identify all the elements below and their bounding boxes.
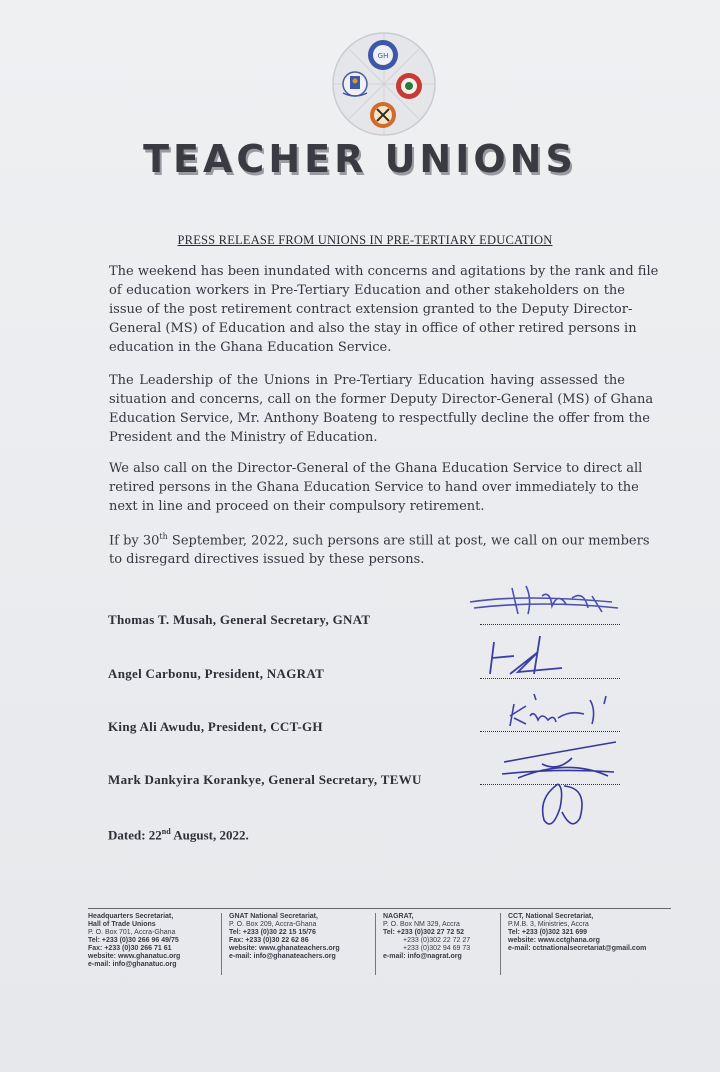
svg-text:GH: GH: [377, 52, 389, 60]
footer-line: P.M.B. 3, Ministries, Accra: [508, 921, 589, 928]
signatory-name: Mark Dankyira Korankye, General Secretary, TEWU: [108, 772, 422, 787]
footer-gnat-contact: [229, 913, 340, 961]
footer-line: e-mail: cctnationalsecretariat@gmail.com: [508, 945, 647, 952]
press-release-heading: PRESS RELEASE FROM UNIONS IN PRE-TERTIARY EDUCATION: [177, 233, 553, 247]
footer-line: e-mail: info@ghanateachers.org: [229, 953, 336, 960]
paragraph-4: If by 30th September, 2022, such persons are still at post, we call on our members to disregard directives issued by these persons.: [109, 532, 650, 568]
union-logo-cluster: [331, 31, 437, 137]
signatory-name: Thomas T. Musah, General Secretary, GNAT: [108, 612, 371, 627]
signatory-name: Angel Carbonu, President, NAGRAT: [108, 666, 325, 681]
footer-line: website: www.cctghana.org: [508, 937, 600, 944]
paragraph-2: [109, 371, 654, 447]
footer-line: +233 (0)302 22 72 27: [403, 937, 471, 944]
crossed-tools-icon: [370, 102, 396, 128]
signature-gnat: [462, 578, 632, 628]
paragraph-line: next in line and proceed on their compulsory retirement.: [109, 499, 485, 514]
gear-emblem-icon: [368, 40, 398, 70]
red-seal-icon: [396, 73, 422, 99]
footer-line: Tel: +233 (0)30 22 15 15/76: [229, 929, 316, 936]
footer-line: Hall of Trade Unions: [88, 921, 156, 928]
paragraph-line: issue of the post retirement contract extension granted to the Deputy Director-: [109, 302, 633, 317]
footer-line: CCT, National Secretariat,: [508, 913, 594, 920]
footer-line: Fax: +233 (0)30 22 62 86: [229, 937, 309, 944]
paragraph-line: Education Service, Mr. Anthony Boateng to respectfully decline the offer from the: [109, 411, 650, 426]
footer-line: Tel: +233 (0)30 266 96 49/75: [88, 937, 179, 944]
footer-nagrat-contact: [383, 913, 470, 961]
paragraph-line: The Leadership of the Unions in Pre-Tertiary Education having assessed the: [109, 373, 625, 388]
paragraph-1: [109, 262, 659, 357]
footer-tuc-contact: [88, 913, 180, 969]
footer-line: P. O. Box NM 329, Accra: [383, 921, 460, 928]
footer-line: P. O. Box 701, Accra-Ghana: [88, 929, 176, 936]
paragraph-3: [109, 459, 643, 516]
footer-line: +233 (0)302 94 69 73: [403, 945, 471, 952]
paragraph-line: education in the Ghana Education Service.: [109, 340, 392, 355]
footer-line: NAGRAT,: [383, 913, 414, 920]
paragraph-line: President and the Ministry of Education.: [109, 430, 378, 445]
paragraph-line: of education workers in Pre-Tertiary Education and other stakeholders on the: [109, 283, 625, 298]
ghana-coat-of-arms-icon: [343, 72, 367, 96]
footer-line: e-mail: info@ghanatuc.org: [88, 961, 177, 968]
footer-line: GNAT National Secretariat,: [229, 913, 318, 920]
paragraph-line: We also call on the Director-General of the Ghana Education Service to direct all: [109, 461, 643, 476]
paragraph-line: retired persons in the Ghana Education Service to hand over immediately to the: [109, 480, 639, 495]
footer-line: website: www.ghanateachers.org: [229, 945, 340, 952]
footer-line: e-mail: info@nagrat.org: [383, 953, 462, 960]
footer-line: website: www.ghanatuc.org: [88, 953, 181, 960]
footer-line: Headquarters Secretariat,: [88, 913, 174, 920]
footer-divider: [88, 908, 671, 909]
signatory-name: King Ali Awudu, President, CCT-GH: [108, 719, 323, 734]
dated-line: Dated: 22nd August, 2022.: [108, 827, 249, 843]
paragraph-line: situation and concerns, call on the former Deputy Director-General (MS) of Ghana: [109, 392, 654, 407]
paragraph-line: General (MS) of Education and also the stay in office of other retired persons in: [109, 321, 637, 336]
footer-line: P. O. Box 209, Accra-Ghana: [229, 921, 317, 928]
footer-line: Tel: +233 (0)302 27 72 52: [383, 929, 465, 936]
signature-nagrat: [480, 630, 590, 682]
footer-line: Fax: +233 (0)30 266 71 61: [88, 945, 172, 952]
signature-tewu: [498, 728, 628, 834]
page-title: TEACHER UNIONS: [143, 137, 577, 181]
footer-line: Tel: +233 (0)302 321 699: [508, 929, 588, 936]
footer-cct-contact: [508, 913, 646, 953]
paragraph-line: The weekend has been inundated with concerns and agitations by the rank and file: [109, 264, 659, 279]
